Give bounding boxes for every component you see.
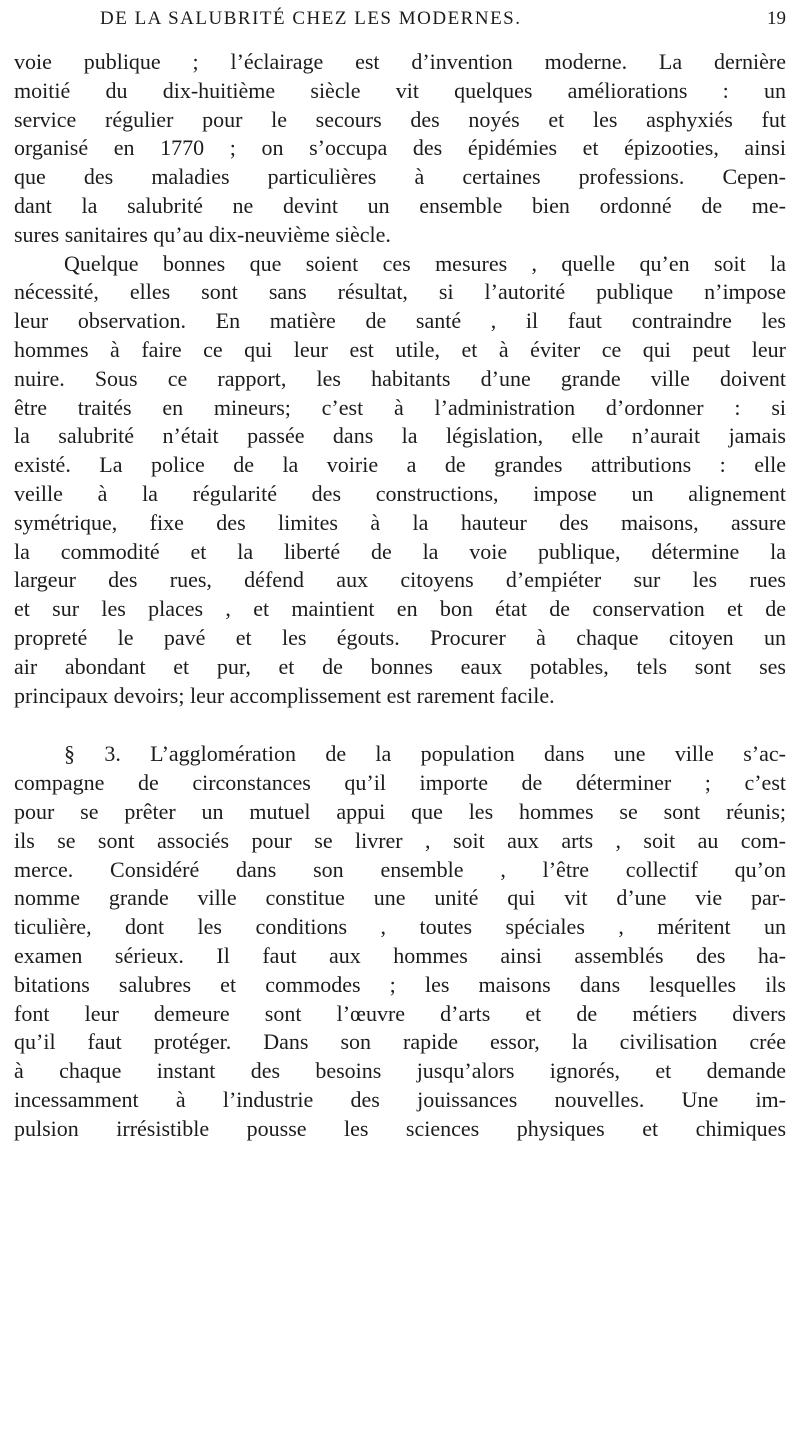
text-line: qu’il faut protéger. Dans son rapide essor, la civilisation crée	[14, 1029, 786, 1055]
text-line: compagne de circonstances qu’il importe de déterminer ; c’est	[14, 770, 786, 796]
text-line: leur observation. En matière de santé , il faut contraindre les	[14, 308, 786, 334]
running-head	[0, 8, 800, 48]
text-line: à chaque instant des besoins jusqu’alors ignorés, et demande	[14, 1058, 786, 1084]
text-line: sures sanitaires qu’au dix-neuvième siècle.	[14, 221, 391, 247]
text-line: pulsion irrésistible pousse les sciences physiques et chimiques	[14, 1115, 786, 1141]
text-line: ils se sont associés pour se livrer , soit aux arts , soit au com-	[14, 827, 786, 853]
text-line: que des maladies particulières à certaines professions. Cepen-	[14, 164, 786, 190]
text-line: veille à la régularité des constructions, impose un alignement	[14, 480, 786, 506]
text-line: symétrique, fixe des limites à la hauteur des maisons, assure	[14, 509, 786, 535]
text-line: ticulière, dont les conditions , toutes spéciales , méritent un	[14, 914, 786, 940]
text-line: propreté le pavé et les égouts. Procurer à chaque citoyen un	[14, 624, 786, 650]
paragraph-2	[14, 250, 786, 711]
text-line: nécessité, elles sont sans résultat, si l’autorité publique n’impose	[14, 279, 786, 305]
text-line: nuire. Sous ce rapport, les habitants d’une grande ville doivent	[14, 365, 786, 391]
paragraph-1	[14, 48, 786, 250]
text-line: la salubrité n’était passée dans la législation, elle n’aurait jamais	[14, 423, 786, 449]
text-line: voie publique ; l’éclairage est d’invention moderne. La dernière	[14, 49, 786, 74]
text-line: bitations salubres et commodes ; les maisons dans lesquelles ils	[14, 971, 786, 997]
text-line: font leur demeure sont l’œuvre d’arts et de métiers divers	[14, 1000, 786, 1026]
text-line: hommes à faire ce qui leur est utile, et à éviter ce qui peut leur	[14, 336, 786, 362]
text-line: principaux devoirs; leur accomplissement est rarement facile.	[14, 682, 555, 708]
text-line: § 3. L’agglomération de la population dans une ville s’ac-	[64, 741, 786, 767]
text-line: la commodité et la liberté de la voie publique, détermine la	[14, 538, 786, 564]
text-line: Quelque bonnes que soient ces mesures , quelle qu’en soit la	[64, 250, 786, 276]
text-line: existé. La police de la voirie a de grandes attributions : elle	[14, 452, 786, 478]
text-line: pour se prêter un mutuel appui que les hommes se sont réunis;	[14, 798, 786, 824]
text-line: merce. Considéré dans son ensemble , l’être collectif qu’on	[14, 856, 786, 882]
paragraph-gap	[14, 710, 786, 740]
page-number: 19	[767, 8, 786, 29]
text-line: incessamment à l’industrie des jouissances nouvelles. Une im-	[14, 1086, 786, 1112]
text-line: nomme grande ville constitue une unité qui vit d’une vie par-	[14, 885, 786, 911]
text-line: service régulier pour le secours des noyés et les asphyxiés fut	[14, 106, 786, 132]
text-line: et sur les places , et maintient en bon état de conservation et de	[14, 596, 786, 622]
text-line: organisé en 1770 ; on s’occupa des épidémies et épizooties, ainsi	[14, 135, 786, 161]
text-line: moitié du dix-huitième siècle vit quelques améliorations : un	[14, 77, 786, 103]
text-line: dant la salubrité ne devint un ensemble bien ordonné de me-	[14, 192, 786, 218]
text-line: examen sérieux. Il faut aux hommes ainsi assemblés des ha-	[14, 942, 786, 968]
body-text	[14, 48, 786, 1143]
paragraph-3	[14, 740, 786, 1143]
text-line: être traités en mineurs; c’est à l’administration d’ordonner : si	[14, 394, 786, 420]
running-title: DE LA SALUBRITÉ CHEZ LES MODERNES.	[100, 8, 522, 29]
text-line: largeur des rues, défend aux citoyens d’empiéter sur les rues	[14, 567, 786, 593]
text-line: air abondant et pur, et de bonnes eaux potables, tels sont ses	[14, 653, 786, 679]
